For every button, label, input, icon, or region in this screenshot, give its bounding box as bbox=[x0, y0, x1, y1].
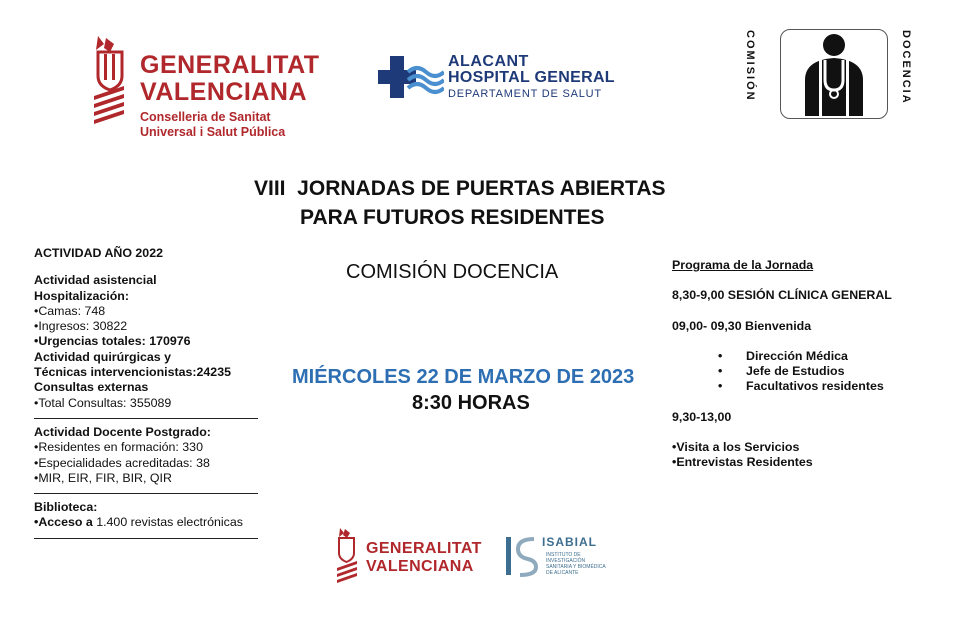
franja-item: 9,30-13,00 bbox=[672, 409, 732, 424]
conselleria-name bbox=[140, 110, 285, 140]
quirurgicas-line1: Actividad quirúrgicas y bbox=[34, 349, 172, 364]
bienvenida-item: 09,00- 09,30 Bienvenida bbox=[672, 318, 812, 333]
generalitat-line2: VALENCIANA bbox=[140, 78, 308, 106]
visita-item: •Visita a los Servicios bbox=[672, 440, 800, 455]
conselleria-line1: Conselleria de Sanitat bbox=[140, 110, 271, 124]
divider bbox=[34, 538, 258, 539]
mir-item: •MIR, EIR, FIR, BIR, QIR bbox=[34, 470, 172, 485]
bullet-direccion: • Dirección Médica bbox=[718, 349, 942, 364]
isabial-name: ISABIAL bbox=[542, 535, 597, 549]
activity-panel bbox=[34, 246, 260, 545]
programa-panel bbox=[672, 258, 942, 471]
event-title-line1: VIII JORNADAS DE PUERTAS ABIERTAS bbox=[254, 177, 666, 200]
comision-vertical-text: COMISIÓN bbox=[744, 30, 756, 102]
acceso-item bbox=[34, 515, 260, 530]
conselleria-line2: Universal i Salut Pública bbox=[140, 125, 286, 139]
acceso-bold: •Acceso a bbox=[34, 515, 93, 530]
footer-generalitat-shield-icon bbox=[334, 526, 362, 591]
divider bbox=[34, 493, 258, 494]
camas-item: •Camas: 748 bbox=[34, 303, 106, 318]
bullet-facultativos: • Facultativos residentes bbox=[718, 379, 942, 394]
quirurgicas-line2: Técnicas intervencionistas:24235 bbox=[34, 365, 231, 380]
docente-heading: Actividad Docente Postgrado: bbox=[34, 424, 211, 439]
residentes-item: •Residentes en formación: 330 bbox=[34, 440, 203, 455]
event-time: 8:30 HORAS bbox=[412, 392, 530, 414]
footer-generalitat-line2: VALENCIANA bbox=[366, 558, 474, 575]
comision-docencia-heading: COMISIÓN DOCENCIA bbox=[346, 261, 559, 283]
footer-generalitat-name bbox=[366, 540, 482, 576]
bullet-jefe: • Jefe de Estudios bbox=[718, 364, 942, 379]
entrevistas-item: •Entrevistas Residentes bbox=[672, 455, 813, 470]
event-title-line2: PARA FUTUROS RESIDENTES bbox=[300, 206, 605, 229]
docencia-logo-box bbox=[780, 29, 888, 119]
hospital-line3: DEPARTAMENT DE SALUT bbox=[448, 88, 602, 100]
doctor-icon bbox=[781, 30, 887, 118]
acceso-rest: 1.400 revistas electrónicas bbox=[92, 515, 243, 530]
isabial-logo-icon bbox=[504, 533, 538, 584]
generalitat-line1: GENERALITAT bbox=[140, 51, 320, 79]
consultas-heading: Consultas externas bbox=[34, 380, 149, 395]
footer-generalitat-line1: GENERALITAT bbox=[366, 540, 482, 557]
especialidades-item: •Especialidades acreditadas: 38 bbox=[34, 455, 210, 470]
docencia-vertical-text: DOCENCIA bbox=[900, 30, 912, 105]
hospital-line2: HOSPITAL GENERAL bbox=[448, 69, 615, 86]
total-consultas-item: •Total Consultas: 355089 bbox=[34, 395, 172, 410]
hospital-name bbox=[448, 54, 615, 102]
activity-heading: ACTIVIDAD AÑO 2022 bbox=[34, 246, 163, 260]
sesion-clinica-item: 8,30-9,00 SESIÓN CLÍNICA GENERAL bbox=[672, 288, 892, 303]
biblioteca-heading: Biblioteca: bbox=[34, 500, 98, 515]
hospital-cross-icon bbox=[378, 54, 444, 105]
generalitat-logo bbox=[88, 34, 138, 124]
programa-heading: Programa de la Jornada bbox=[672, 258, 814, 272]
divider bbox=[34, 418, 258, 419]
generalitat-shield-icon bbox=[88, 34, 138, 124]
isabial-subtitle: INSTITUTO DE INVESTIGACIÓN SANITARIA Y BIOMÉDICA DE ALICANTE bbox=[546, 552, 606, 576]
hospital-line1: ALACANT bbox=[448, 53, 529, 70]
generalitat-name bbox=[140, 52, 320, 106]
event-date: MIÉRCOLES 22 DE MARZO DE 2023 bbox=[292, 366, 635, 388]
ingresos-item: •Ingresos: 30822 bbox=[34, 319, 128, 334]
hospitalizacion-label: Hospitalización: bbox=[34, 288, 130, 303]
urgencias-item: •Urgencias totales: 170976 bbox=[34, 334, 191, 349]
asistencial-heading: Actividad asistencial bbox=[34, 273, 157, 288]
